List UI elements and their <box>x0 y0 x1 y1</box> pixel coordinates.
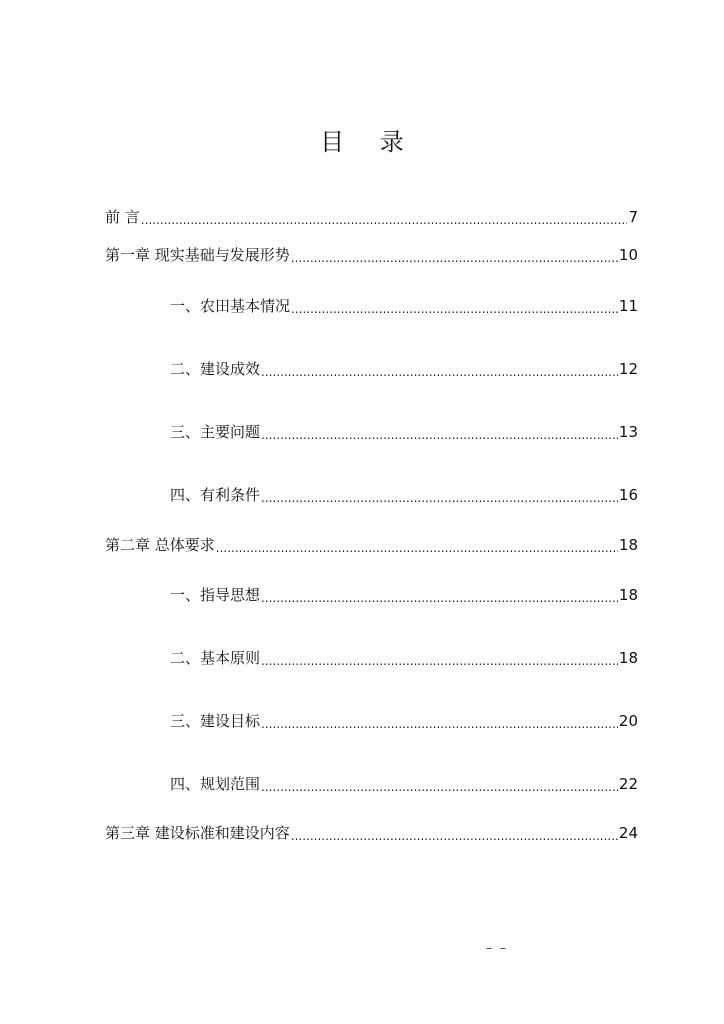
toc-label: 一、农田基本情况 <box>170 297 291 315</box>
toc-leader <box>261 780 618 794</box>
toc-leader <box>261 591 618 605</box>
toc-label: 前 言 <box>105 208 140 226</box>
toc-leader <box>291 829 618 843</box>
toc-page-number: 10 <box>618 246 638 264</box>
toc-entry-section[interactable] <box>170 711 638 731</box>
toc-label: 三、主要问题 <box>170 423 261 441</box>
toc-page-number: 18 <box>618 649 638 667</box>
toc-page-number: 13 <box>618 423 638 441</box>
toc-leader <box>261 717 618 731</box>
toc-entry-chapter-3[interactable] <box>105 823 638 843</box>
toc-page-number: 18 <box>618 536 638 554</box>
toc-page-number: 22 <box>618 775 638 793</box>
toc-leader <box>141 213 628 227</box>
toc-entry-preface[interactable] <box>105 207 638 227</box>
toc-label: 三、建设目标 <box>170 712 261 730</box>
toc-label: 四、有利条件 <box>170 486 261 504</box>
toc-leader <box>261 654 618 668</box>
page-title: 目 录 <box>320 128 418 156</box>
toc-page-number: 11 <box>618 297 638 315</box>
toc-page-number: 12 <box>618 360 638 378</box>
toc-label: 二、建设成效 <box>170 360 261 378</box>
toc-entry-section[interactable] <box>170 648 638 668</box>
toc-label: 第三章 建设标准和建设内容 <box>105 824 290 842</box>
toc-entry-section[interactable] <box>170 585 638 605</box>
toc-page-number: 16 <box>618 486 638 504</box>
page-footer-mark: – – <box>486 941 508 955</box>
toc-entry-section[interactable] <box>170 359 638 379</box>
toc-page-number: 20 <box>618 712 638 730</box>
toc-leader <box>291 302 618 316</box>
toc-leader <box>261 428 618 442</box>
toc-entry-section[interactable] <box>170 774 638 794</box>
toc-leader <box>261 365 618 379</box>
toc-leader <box>216 541 618 555</box>
toc-entry-chapter-2[interactable] <box>105 535 638 555</box>
toc-leader <box>291 251 618 265</box>
toc-entry-section[interactable] <box>170 485 638 505</box>
toc-label: 第一章 现实基础与发展形势 <box>105 246 290 264</box>
toc-page-number: 18 <box>618 586 638 604</box>
toc-page-number: 24 <box>618 824 638 842</box>
toc-entry-section[interactable] <box>170 296 638 316</box>
toc-leader <box>261 491 618 505</box>
toc-label: 第二章 总体要求 <box>105 536 215 554</box>
toc-label: 二、基本原则 <box>170 649 261 667</box>
toc-page-number: 7 <box>628 208 638 226</box>
toc-label: 四、规划范围 <box>170 775 261 793</box>
toc-entry-chapter-1[interactable] <box>105 245 638 265</box>
toc-label: 一、指导思想 <box>170 586 261 604</box>
toc-entry-section[interactable] <box>170 422 638 442</box>
